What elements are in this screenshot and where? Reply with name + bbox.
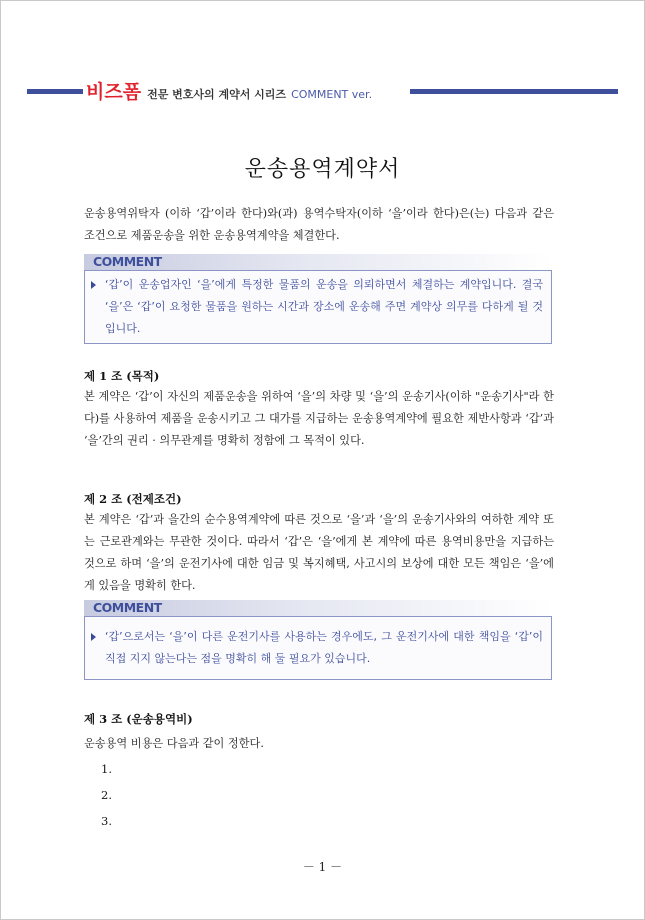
comment-text <box>85 271 551 343</box>
comment-body <box>84 270 552 344</box>
comment-box-2 <box>84 600 552 676</box>
comment-tag <box>84 600 552 616</box>
comment-box-1 <box>84 254 552 334</box>
header-rule-right <box>410 89 618 94</box>
intro-paragraph: 운송용역위탁자 (이하 ‘갑’이라 한다)와(과) 용역수탁자(이하 ‘을’이라 한다)은(는) 다음과 같은 조건으로 제품운송을 위한 운송용역계약을 체결한다. <box>84 207 554 242</box>
header-rule-left <box>27 89 83 94</box>
edition-label: COMMENT ver. <box>291 88 373 101</box>
triangle-bullet-icon <box>91 633 96 641</box>
comment-tag <box>84 254 552 270</box>
fee-list <box>101 756 112 834</box>
comment-2-text: ‘갑’으로서는 ‘을’이 다른 운전기사를 사용하는 경우에도, 그 운전기사에 대한 책임을 ‘갑’이 직접 지지 않는다는 점을 명확히 해 둘 필요가 있습니다. <box>105 630 543 665</box>
document-title: 운송용역계약서 <box>244 157 401 182</box>
list-item: 2. <box>101 788 112 802</box>
comment-body <box>84 616 552 680</box>
comment-1-text: ‘갑’이 운송업자인 ‘을’에게 특정한 물품의 운송을 의뢰하면서 체결하는 계약입니다. 결국 ‘을’은 ‘갑’이 요청한 물품을 원하는 시간과 장소에 운송해 주면 계약상 의무를 다하게 될 것입니다. <box>105 278 543 335</box>
list-item: 3. <box>101 814 112 828</box>
article-3-heading: 제 3 조 (운송용역비) <box>84 712 193 726</box>
page-number: － 1 － <box>302 860 343 874</box>
header-brand <box>86 77 372 101</box>
article-1-body: 본 계약은 ‘갑’이 자신의 제품운송을 위하여 ‘을’의 차량 및 ‘을’의 운송기사(이하 "운송기사"라 한다)를 사용하여 제품을 운송시키고 그 대가를 지급하는 운송용역계약에 필요한 제반사항과 ‘갑’과 ‘을’간의 권리 · 의무관계를 명확히 정함에 그 목적이 있다. <box>84 390 554 447</box>
article-2-body: 본 계약은 ‘갑’과 을간의 순수용역계약에 따른 것으로 ‘을’과 ‘을’의 운송기사와의 여하한 계약 또는 근로관계와는 무관한 것이다. 따라서 ‘갑’은 ‘을’에게 본 계약에 따른 용역비용만을 지급하는 것으로 하며 ‘을’의 운전기사에 대한 임금 및 복지혜택, 사고시의 보상에 대한 모든 책임은 ‘을’에게 있음을 명확히 한다. <box>84 513 554 592</box>
article-2-heading: 제 2 조 (전제조건) <box>84 492 182 506</box>
list-item: 1. <box>101 762 112 776</box>
comment-label: COMMENT <box>93 600 162 615</box>
article-1-heading: 제 1 조 (목적) <box>84 369 160 383</box>
brand-logo: 비즈폼 <box>86 81 142 103</box>
series-title: 전문 변호사의 계약서 시리즈 <box>147 88 287 101</box>
comment-text <box>85 617 551 679</box>
triangle-bullet-icon <box>91 281 96 289</box>
comment-label: COMMENT <box>93 254 162 269</box>
article-3-body: 운송용역 비용은 다음과 같이 정한다. <box>84 737 264 750</box>
